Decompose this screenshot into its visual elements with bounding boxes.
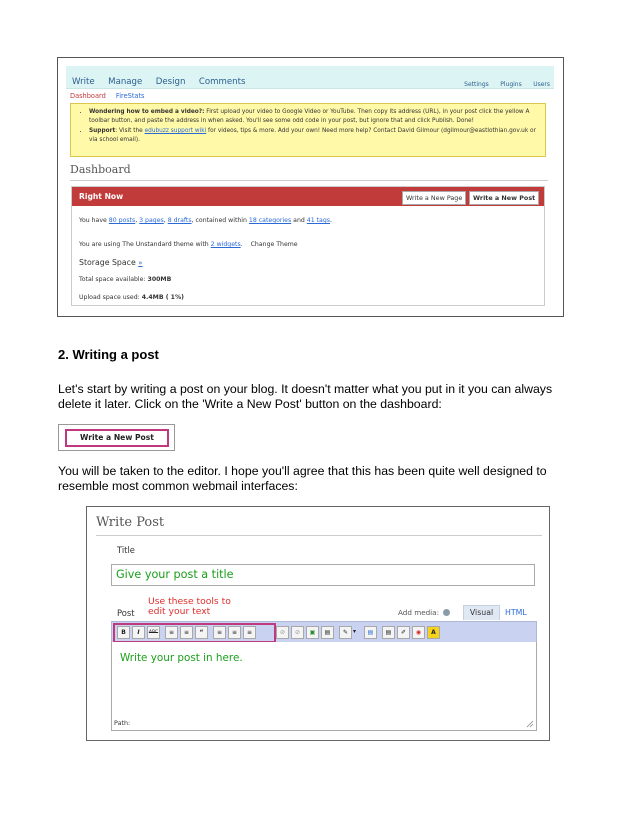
write-new-page-button[interactable]: Write a New Page xyxy=(402,191,466,205)
fullscreen-icon[interactable]: ▤ xyxy=(364,626,377,639)
unlink-button[interactable]: ⊘ xyxy=(291,626,304,639)
title-input[interactable] xyxy=(111,564,535,586)
sub-nav xyxy=(70,92,145,100)
strikethrough-button[interactable]: ABC xyxy=(147,626,160,639)
subnav-dashboard[interactable]: Dashboard xyxy=(70,92,106,100)
paragraph-editor: You will be taken to the editor. I hope you'll agree that this has been quite well designed to resemble most common webmail interfaces: xyxy=(58,464,547,493)
notice-item-support: • Support: Visit the edubuzz support wiki for videos, tips & more. Add your own! Need more help? Contact David Gilmour (dgilmour@eastlothian.gov.uk or via school email). xyxy=(89,127,539,145)
storage-link[interactable]: » xyxy=(138,259,143,267)
nav-manage[interactable]: Manage xyxy=(108,77,143,87)
support-wiki-link[interactable]: edubuzz support wiki xyxy=(144,128,207,134)
write-post-title: Write Post xyxy=(96,515,165,530)
divider xyxy=(96,535,542,536)
editor-toolbar xyxy=(111,621,537,643)
notice-box xyxy=(70,103,546,157)
nav-comments[interactable]: Comments xyxy=(198,77,246,87)
nav-design[interactable]: Design xyxy=(155,77,186,87)
insert-image-icon[interactable]: ▣ xyxy=(306,626,319,639)
pages-link[interactable]: 3 pages xyxy=(139,217,164,224)
add-media-icon[interactable] xyxy=(443,609,450,616)
right-now-header xyxy=(72,187,544,206)
blockquote-button[interactable]: “ xyxy=(195,626,208,639)
change-theme-link[interactable]: Change Theme xyxy=(250,241,298,248)
italic-button[interactable]: I xyxy=(132,626,145,639)
numbered-list-button[interactable]: ≡ xyxy=(180,626,193,639)
subnav-firestats[interactable]: FireStats xyxy=(115,92,145,100)
categories-link[interactable]: 18 categories xyxy=(248,217,292,224)
title-input-value: Give your post a title xyxy=(116,568,234,581)
kitchen-sink-icon[interactable]: ▤ xyxy=(382,626,395,639)
total-space: Total space available: 300MB xyxy=(79,276,172,283)
chevron-down-icon[interactable]: ▾ xyxy=(352,628,356,635)
theme-info: You are using The Unstandard theme with 2 widgets. Change Theme xyxy=(79,241,298,248)
editor-screenshot xyxy=(86,506,550,741)
align-center-button[interactable]: ≡ xyxy=(228,626,241,639)
align-left-button[interactable]: ≡ xyxy=(213,626,226,639)
tab-html[interactable]: HTML xyxy=(505,608,527,617)
right-now-label: Right Now xyxy=(79,192,124,201)
admin-nav-bar xyxy=(66,66,554,89)
posts-link[interactable]: 80 posts xyxy=(108,217,136,224)
divider xyxy=(70,180,548,181)
bullet-list-button[interactable]: ≡ xyxy=(165,626,178,639)
path-label: Path: xyxy=(114,719,131,727)
write-new-post-button-image: Write a New Post xyxy=(65,429,169,447)
write-new-post-button[interactable]: Write a New Post xyxy=(469,191,539,205)
spellcheck-icon[interactable]: ✎ xyxy=(339,626,352,639)
dashboard-screenshot xyxy=(57,57,564,317)
bold-button[interactable]: B xyxy=(117,626,130,639)
post-body-text: Write your post in here. xyxy=(120,652,243,664)
align-right-button[interactable]: ≡ xyxy=(243,626,256,639)
storage-heading: Storage Space » xyxy=(79,258,143,267)
title-label: Title xyxy=(117,545,135,555)
paragraph-intro: Let's start by writing a post on your blog. It doesn't matter what you put in it you can always delete it later. Click on the 'Write a New Post' button on the dashboard: xyxy=(58,382,553,411)
drafts-link[interactable]: 8 drafts xyxy=(167,217,192,224)
content-summary: You have 80 posts, 3 pages, 8 drafts, contained within 18 categories and 41 tags. xyxy=(79,217,332,224)
post-body-editor[interactable] xyxy=(111,642,537,731)
tab-visual[interactable]: Visual xyxy=(463,605,500,620)
embed-video-icon[interactable]: A xyxy=(427,626,440,639)
edit-icon[interactable]: ✐ xyxy=(397,626,410,639)
nav-plugins[interactable]: Plugins xyxy=(500,81,522,88)
nav-write[interactable]: Write xyxy=(72,77,95,87)
upload-space: Upload space used: 4.4MB ( 1%) xyxy=(79,294,185,301)
widgets-link[interactable]: 2 widgets xyxy=(210,241,241,248)
dashboard-title: Dashboard xyxy=(70,163,131,176)
notice-item-video: • Wondering how to embed a video?: First upload your video to Google Video or YouTube. Then copy its address (URL), in your post click the yellow A toolbar button, and paste the address in when asked. You'll see some odd code in your post, but ignore that and click Publish. Done! xyxy=(89,108,539,126)
nav-users[interactable]: Users xyxy=(533,81,550,88)
toolbar-annotation: Use these tools to edit your text xyxy=(148,596,231,617)
tags-link[interactable]: 41 tags xyxy=(306,217,330,224)
nav-settings[interactable]: Settings xyxy=(464,81,489,88)
post-label: Post xyxy=(117,608,135,618)
insert-more-icon[interactable]: ▤ xyxy=(321,626,334,639)
media-icon[interactable]: ◉ xyxy=(412,626,425,639)
add-media-label: Add media: xyxy=(398,608,440,617)
insert-link-button[interactable]: ⊘ xyxy=(276,626,289,639)
button-screenshot xyxy=(58,424,175,451)
resize-grip-icon[interactable] xyxy=(526,720,534,728)
right-now-box xyxy=(71,186,545,306)
section-heading: 2. Writing a post xyxy=(58,347,159,362)
